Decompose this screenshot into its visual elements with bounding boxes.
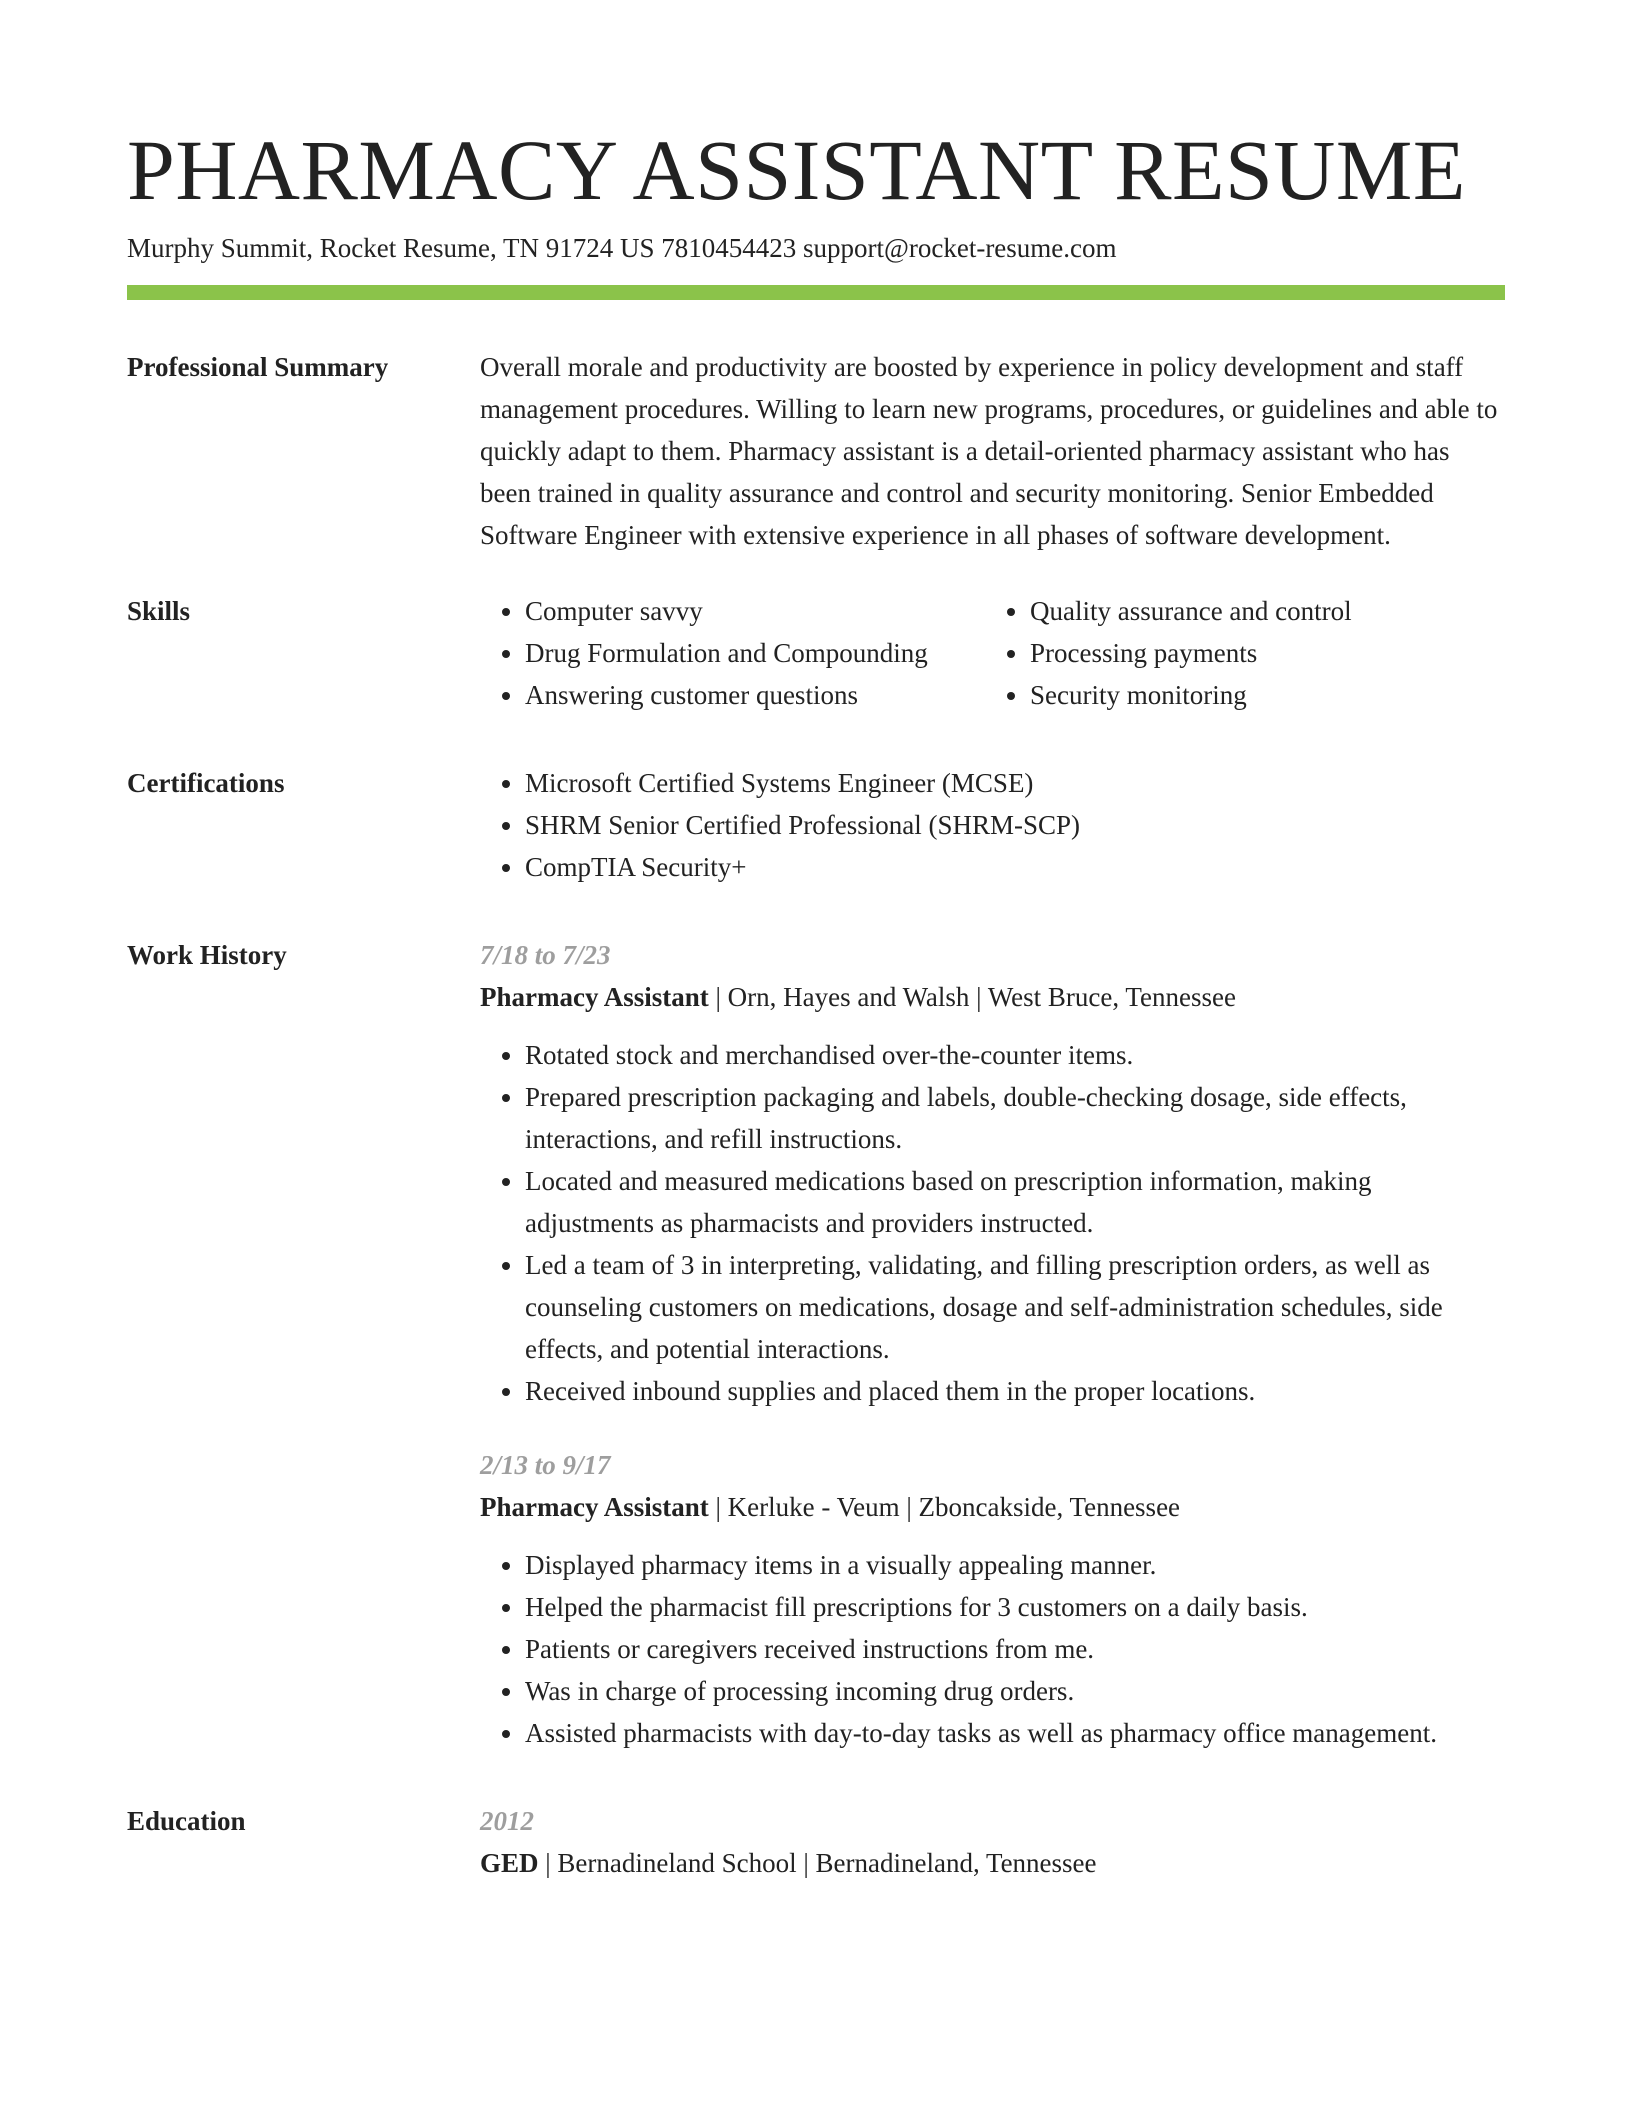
job-heading — [480, 976, 1505, 1018]
education-degree: GED — [480, 1848, 539, 1878]
job-bullet: • Rotated stock and merchandised over-the-counter items. — [525, 1034, 1505, 1076]
job-bullets — [480, 1544, 1505, 1754]
education-section — [127, 1803, 1505, 1884]
page-title: PHARMACY ASSISTANT RESUME — [127, 122, 1466, 218]
certifications-list — [480, 762, 1505, 888]
certifications-content — [480, 762, 1505, 888]
resume-page — [127, 118, 1505, 1884]
job-dates: 7/18 to 7/23 — [480, 940, 611, 970]
summary-section — [127, 349, 1505, 556]
certification-item: • CompTIA Security+ — [525, 846, 1505, 888]
job-bullet: • Located and measured medications based on prescription information, making adjustments as pharmacists and providers instructed. — [525, 1160, 1505, 1244]
skills-column-1 — [480, 590, 985, 716]
education-details: | Bernadineland School | Bernadineland, Tennessee — [538, 1848, 1097, 1878]
job-bullet: • Was in charge of processing incoming drug orders. — [525, 1670, 1505, 1712]
certifications-label: Certifications — [127, 768, 285, 798]
skill-item: • Security monitoring — [1030, 674, 1352, 716]
job-entry — [480, 1444, 1505, 1754]
summary-label: Professional Summary — [127, 352, 389, 382]
certification-item: • SHRM Senior Certified Professional (SHRM-SCP) — [525, 804, 1505, 846]
job-title: Pharmacy Assistant — [480, 1492, 709, 1522]
skills-section — [127, 593, 1505, 716]
job-bullet: • Prepared prescription packaging and labels, double-checking dosage, side effects, interactions, and refill instructions. — [525, 1076, 1505, 1160]
summary-text: Overall morale and productivity are boosted by experience in policy development and staff management procedures. Willing to learn new programs, procedures, or guidelines and able to quickly adapt to them. Pharmacy assistant is a detail-oriented pharmacy assistant who has been trained in quality assurance and control and security monitoring. Senior Embedded Software Engineer with extensive experience in all phases of software development. — [480, 352, 1498, 550]
skill-item: • Processing payments — [1030, 632, 1352, 674]
job-details: | Orn, Hayes and Walsh | West Bruce, Tennessee — [708, 982, 1236, 1012]
work-history-content — [480, 934, 1505, 1754]
job-bullet: • Received inbound supplies and placed them in the proper locations. — [525, 1370, 1505, 1412]
skill-item: • Quality assurance and control — [1030, 590, 1352, 632]
job-bullet: • Displayed pharmacy items in a visually appealing manner. — [525, 1544, 1505, 1586]
job-dates: 2/13 to 9/17 — [480, 1450, 611, 1480]
skills-list — [480, 590, 1505, 716]
job-bullet: • Led a team of 3 in interpreting, validating, and filling prescription orders, as well as counseling customers on medications, dosage and self-administration schedules, side effects, and potential interactions. — [525, 1244, 1505, 1370]
certifications-section — [127, 765, 1505, 888]
job-bullets — [480, 1034, 1505, 1412]
job-bullet: • Assisted pharmacists with day-to-day tasks as well as pharmacy office management. — [525, 1712, 1505, 1754]
skill-item: • Drug Formulation and Compounding — [525, 632, 985, 674]
skill-item: • Answering customer questions — [525, 674, 985, 716]
contact-info: Murphy Summit, Rocket Resume, TN 91724 US 7810454423 support@rocket-resume.com — [127, 233, 1117, 263]
education-heading — [480, 1842, 1505, 1884]
skill-item: • Computer savvy — [525, 590, 985, 632]
job-details: | Kerluke - Veum | Zboncakside, Tennessee — [708, 1492, 1181, 1522]
job-bullet: • Helped the pharmacist fill prescriptions for 3 customers on a daily basis. — [525, 1586, 1505, 1628]
job-bullet: • Patients or caregivers received instructions from me. — [525, 1628, 1505, 1670]
education-content — [480, 1800, 1505, 1884]
job-title: Pharmacy Assistant — [480, 982, 709, 1012]
job-entry — [480, 934, 1505, 1412]
certification-item: • Microsoft Certified Systems Engineer (MCSE) — [525, 762, 1505, 804]
skills-label: Skills — [127, 596, 191, 626]
education-year: 2012 — [480, 1806, 534, 1836]
job-heading — [480, 1486, 1505, 1528]
work-history-label: Work History — [127, 940, 287, 970]
skills-column-2 — [985, 590, 1352, 716]
education-label: Education — [127, 1806, 246, 1836]
header-divider — [127, 285, 1505, 300]
work-history-section — [127, 937, 1505, 1754]
